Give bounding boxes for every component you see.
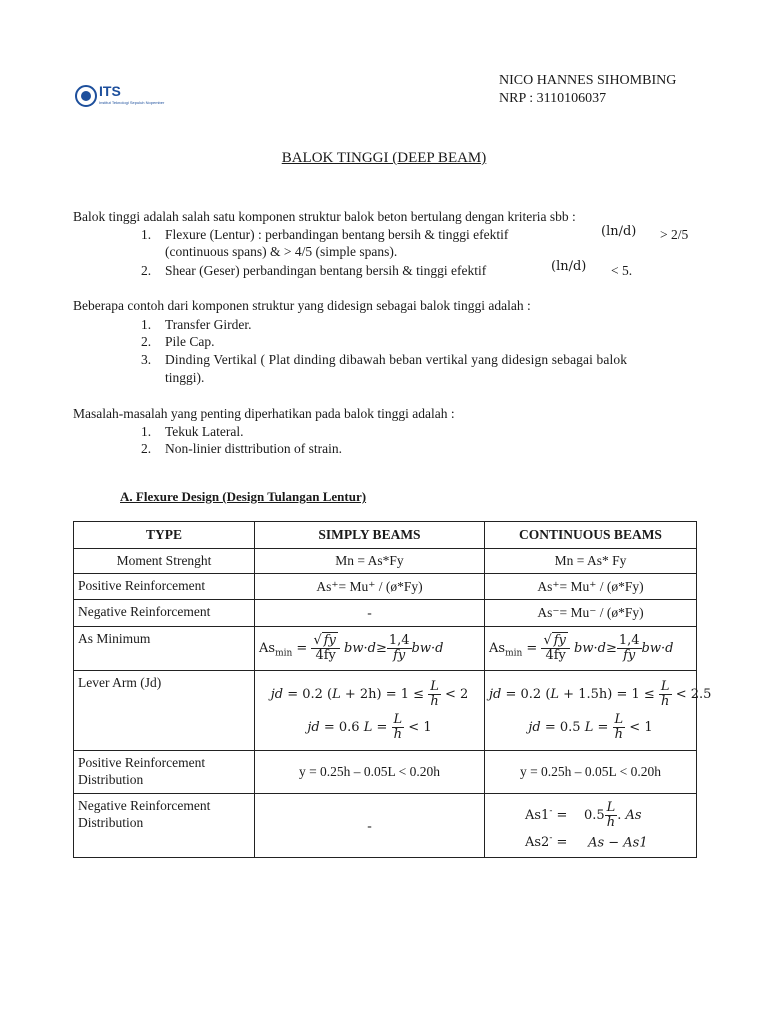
- table-row-as-min: [74, 627, 697, 671]
- formula-jd-cont-1: jd = 0.2 (L + 1.5h) = 1 ≤ $\frac{L}{h}$ < 2.5: [489, 678, 712, 709]
- row-label-pos-reinf: Positive Reinforcement: [74, 574, 255, 600]
- row-label-lever-arm: Lever Arm (Jd): [74, 671, 255, 751]
- intro-item-2: 2. Shear (Geser) perbandingan bentang bersih & tinggi efektif: [141, 263, 487, 278]
- intro-item-1-cond: > 2/5: [660, 227, 689, 242]
- page-title-wrap: [0, 150, 768, 167]
- its-logo: [75, 74, 165, 114]
- table-row-neg-reinf: [74, 600, 697, 627]
- issue-item-2: 2. Non-linier disttribution of strain.: [141, 441, 342, 456]
- formula-jd-simply-2: jd = 0.6 L = $\frac{L}{h}$ < 1: [307, 711, 432, 742]
- author-nrp: NRP : 3110106037: [499, 91, 607, 106]
- row-label-neg-reinf: Negative Reinforcement: [74, 600, 255, 627]
- row-label-as-min: As Minimum: [74, 627, 255, 671]
- table-row-lever-arm: [74, 671, 697, 751]
- cell-lever-simply: [255, 671, 485, 751]
- ratio-ln-d-2: (ln/d): [551, 259, 587, 274]
- author-block: [499, 72, 676, 108]
- example-item-3-line2: tinggi).: [165, 370, 205, 385]
- intro-item-2-cond: < 5.: [611, 263, 633, 278]
- cell-neg-dist-simply: -: [255, 794, 485, 858]
- table-row-pos-dist: [74, 751, 697, 794]
- formula-as1: As1- = 0.5 $\frac{L}{h}$ . As: [525, 799, 642, 830]
- flexure-design-table: [73, 521, 712, 858]
- intro-item-1-line2: (continuous spans) & > 4/5 (simple spans).: [165, 244, 398, 259]
- cell-moment-simply: Mn = As*Fy: [255, 549, 485, 574]
- cell-pos-reinf-continuous: As⁺= Mu⁺ / (ø*Fy): [485, 574, 697, 600]
- table-row-neg-dist: [74, 794, 697, 858]
- cell-pos-dist-continuous: y = 0.25h – 0.05L < 0.20h: [485, 751, 697, 794]
- example-item-2: 2. Pile Cap.: [141, 334, 215, 349]
- formula-as-min-simply: $As_{min}$ = $\frac{√ fy}{4fy}$ bw·d≥ $\frac{1,4}{fy}$ bw·d: [259, 633, 444, 663]
- author-name: NICO HANNES SIHOMBING: [499, 73, 677, 88]
- cell-as-min-continuous: [485, 627, 697, 671]
- example-item-3: 3. Dinding Vertikal ( Plat dinding dibawah beban vertikal yang didesign sebagai balok: [141, 352, 628, 367]
- formula-jd-cont-2: jd = 0.5 L = $\frac{L}{h}$ < 1: [528, 711, 653, 742]
- cell-lever-continuous: [485, 671, 712, 751]
- section-a-heading: A. Flexure Design (Design Tulangan Lentur): [120, 489, 367, 504]
- cell-pos-dist-simply: y = 0.25h – 0.05L < 0.20h: [255, 751, 485, 794]
- cell-pos-reinf-simply: As⁺= Mu⁺ / (ø*Fy): [255, 574, 485, 600]
- col-header-type: TYPE: [74, 522, 255, 549]
- table-row-moment: [74, 549, 697, 574]
- table-header-row: [74, 522, 697, 549]
- formula-as-min-continuous: $As_{min}$ = $\frac{√ fy}{4fy}$ bw·d≥ $\frac{1,4}{fy}$ bw·d: [489, 633, 674, 663]
- row-label-pos-dist: Positive Reinforcement Distribution: [74, 751, 255, 794]
- logo-text: ITS: [99, 83, 121, 99]
- issues-text: Masalah-masalah yang penting diperhatikan pada balok tinggi adalah :: [73, 406, 455, 421]
- cell-neg-dist-continuous: [485, 794, 697, 858]
- col-header-simply: SIMPLY BEAMS: [255, 522, 485, 549]
- examples-text: Beberapa contoh dari komponen struktur yang didesign sebagai balok tinggi adalah :: [73, 298, 531, 313]
- intro-text: Balok tinggi adalah salah satu komponen struktur balok beton bertulang dengan kriteria sbb :: [73, 209, 576, 224]
- intro-item-1: 1. Flexure (Lentur) : perbandingan bentang bersih & tinggi efektif: [141, 227, 509, 242]
- formula-as2: As2- = As − As1: [525, 833, 648, 851]
- cell-neg-reinf-simply: -: [255, 600, 485, 627]
- logo-subtext: Institut Teknologi Sepuluh Nopember: [99, 100, 165, 105]
- cell-neg-reinf-continuous: As⁻= Mu⁻ / (ø*Fy): [485, 600, 697, 627]
- ratio-ln-d-1: (ln/d): [601, 224, 637, 239]
- example-item-1: 1. Transfer Girder.: [141, 317, 252, 332]
- cell-as-min-simply: [255, 627, 485, 671]
- page-title: BALOK TINGGI (DEEP BEAM): [281, 150, 487, 166]
- table-row-pos-reinf: [74, 574, 697, 600]
- issue-item-1: 1. Tekuk Lateral.: [141, 424, 244, 439]
- formula-jd-simply-1: jd = 0.2 (L + 2h) = 1 ≤ $\frac{L}{h}$ < 2: [270, 678, 469, 709]
- col-header-continuous: CONTINUOUS BEAMS: [485, 522, 697, 549]
- row-label-moment: Moment Strenght: [74, 549, 255, 574]
- cell-moment-continuous: Mn = As* Fy: [485, 549, 697, 574]
- row-label-neg-dist: Negative Reinforcement Distribution: [74, 794, 255, 858]
